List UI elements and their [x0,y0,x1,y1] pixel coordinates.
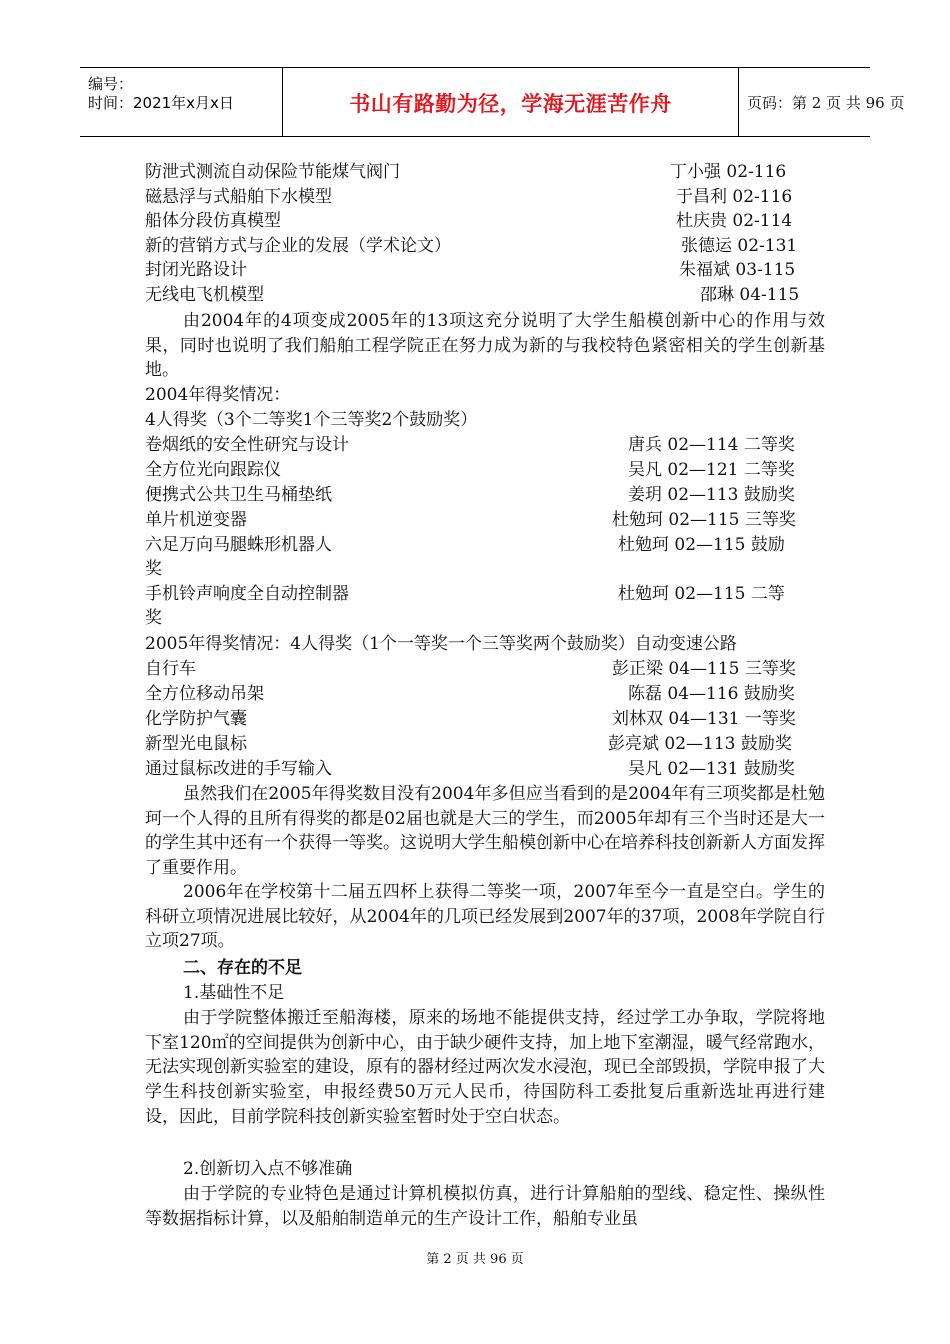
header-motto-cell [282,68,739,136]
project-title: 新的营销方式与企业的发展（学术论文） [145,236,451,256]
award-title: 新型光电鼠标 [145,734,247,754]
award-title: 单片机逆变器 [145,510,247,530]
page-footer: 第 2 页 共 96 页 [426,1252,524,1267]
award-title: 自行车 [145,659,196,679]
project-author: 邵琳 04-115 [700,285,800,305]
document-number-label: 编号： [88,75,134,93]
project-author: 于昌利 02-116 [676,187,793,207]
project-author: 张德运 02-131 [681,236,798,256]
paragraph-progress: 2006年在学校第十二届五四杯上获得二等奖一项，2007年至今一直是空白。学生的科研立项情况进展比较好，从2004年的几项已经发展到2007年的37项，2008年学院自行立项27项。 [145,882,825,952]
award-winner: 唐兵 02—114 二等奖 [628,435,795,455]
award-winner: 姜玥 02—113 鼓励奖 [628,485,795,505]
header-page-cell [737,68,905,136]
project-title: 磁悬浮与式船舶下水模型 [145,187,332,207]
project-author: 朱福斌 03-115 [679,260,796,280]
header-page-info: 页码：第 2 页 共 96 页 [747,94,905,112]
award-title: 通过鼠标改进的手写输入 [145,759,332,779]
paragraph-foundation: 由于学院整体搬迁至船海楼，原来的场地不能提供支持，经过学工办争取，学院将地下室120㎡的空间提供为创新中心，由于缺少硬件支持，加上地下室潮湿，暖气经常跑水，无法实现创新实验室的建设，原有的器材经过两次发水浸泡，现已全部毁损，学院申报了大学生科技创新实验室，申报经费50万元人民币，待国防科工委批复后重新选址再进行建设，因此，目前学院科技创新实验室暂时处于空白状态。 [145,1008,825,1127]
award-title: 手机铃声响度全自动控制器 [145,584,349,604]
project-author: 丁小强 02-116 [670,162,787,182]
project-title: 防泄式测流自动保险节能煤气阀门 [145,162,400,182]
awards-2004-summary: 4人得奖（3个二等奖1个三等奖2个鼓励奖） [145,410,478,430]
project-title: 无线电飞机模型 [145,285,264,305]
project-author: 杜庆贵 02-114 [676,211,793,231]
award-wrap-text: 奖 [145,559,162,579]
project-title: 封闭光路设计 [145,260,247,280]
paragraph-innovation: 由于学院的专业特色是通过计算机模拟仿真，进行计算船舶的型线、稳定性、操纵性等数据指标计算，以及船舶制造单元的生产设计工作，船舶专业虽 [145,1184,825,1229]
award-winner: 陈磊 04—116 鼓励奖 [628,684,795,704]
award-title: 六足万向马腿蛛形机器人 [145,535,332,555]
header-info-cell [80,68,282,136]
award-title: 便携式公共卫生马桶垫纸 [145,485,332,505]
award-winner: 彭正梁 04—115 三等奖 [612,659,796,679]
award-winner: 杜勉珂 02—115 鼓励 [618,535,785,555]
award-winner: 杜勉珂 02—115 三等奖 [612,510,796,530]
award-winner: 吴凡 02—121 二等奖 [628,460,795,480]
page-header [80,67,905,137]
project-title: 船体分段仿真模型 [145,211,281,231]
header-motto: 书山有路勤为径，学海无涯苦作舟 [349,92,672,116]
paragraph-comparison: 虽然我们在2005年得奖数目没有2004年多但应当看到的是2004年有三项奖都是杜勉珂一个人得的且所有得奖的都是02届也就是大三的学生，而2005年却有三个当时还是大一的学生其中还有一个获得一等奖。这说明大学生船模创新中心在培养科技创新新人方面发挥了重要作用。 [145,784,825,879]
award-winner: 刘林双 04—131 一等奖 [612,709,796,729]
paragraph-intro: 由2004年的4项变成2005年的13项这充分说明了大学生船模创新中心的作用与效果，同时也说明了我们船舶工程学院正在努力成为新的与我校特色紧密相关的学生创新基地。 [145,311,825,381]
document-date: 时间：2021年x月x日 [88,94,234,112]
subsection-title: 2.创新切入点不够准确 [183,1159,353,1179]
section-title: 二、存在的不足 [183,958,302,978]
award-winner: 彭亮斌 02—113 鼓励奖 [608,734,792,754]
award-wrap-text: 奖 [145,608,162,628]
award-title: 卷烟纸的安全性研究与设计 [145,435,349,455]
award-winner: 吴凡 02—131 鼓励奖 [628,759,795,779]
award-winner: 杜勉珂 02—115 二等 [618,584,785,604]
award-title: 化学防护气囊 [145,709,247,729]
awards-2005-heading: 2005年得奖情况：4人得奖（1个一等奖一个三等奖两个鼓励奖）自动变速公路 [145,634,737,654]
award-title: 全方位光向跟踪仪 [145,460,281,480]
award-title: 全方位移动吊架 [145,684,264,704]
awards-2004-heading: 2004年得奖情况： [145,385,291,405]
subsection-title: 1.基础性不足 [183,983,285,1003]
